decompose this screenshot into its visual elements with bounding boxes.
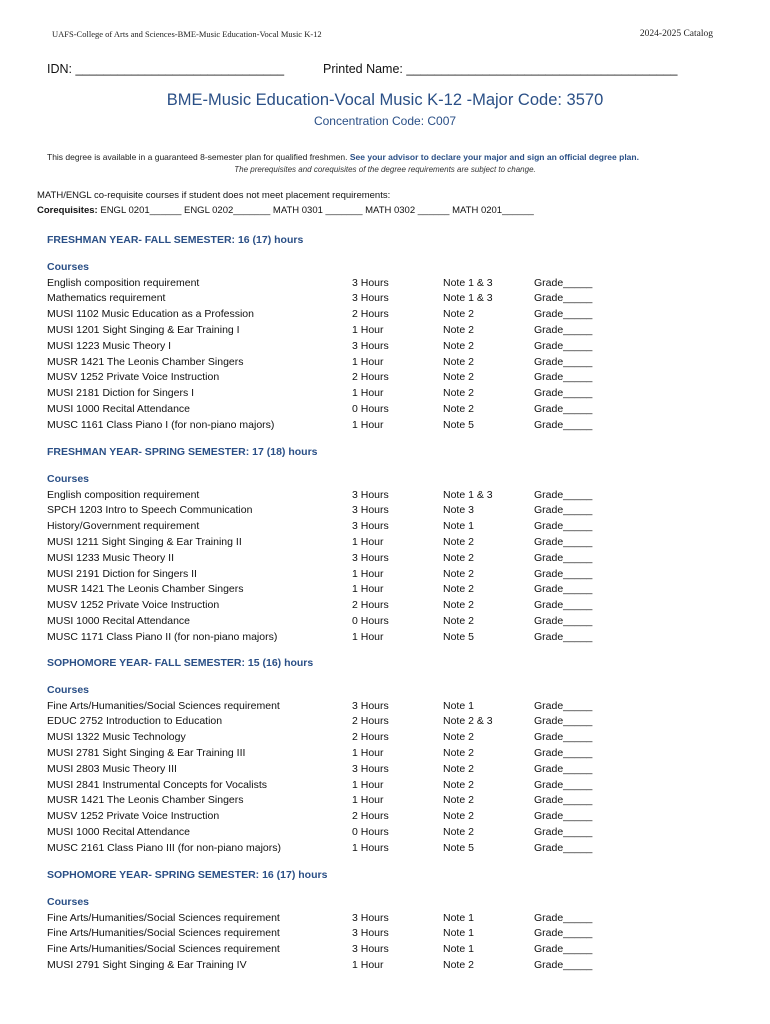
- course-note: Note 2: [443, 339, 474, 352]
- course-note: Note 2: [443, 599, 474, 612]
- course-hours: 1 Hour: [352, 958, 384, 971]
- course-note: Note 2: [443, 371, 474, 384]
- coreq-line: [37, 205, 534, 216]
- course-name: Fine Arts/Humanities/Social Sciences requirement: [47, 927, 280, 940]
- course-hours: 2 Hours: [352, 308, 389, 321]
- course-row: [0, 715, 770, 731]
- courses-heading: Courses: [47, 896, 90, 908]
- course-name: MUSI 1000 Recital Attendance: [47, 614, 191, 627]
- course-name: MUSR 1421 The Leonis Chamber Singers: [47, 355, 244, 368]
- course-name: History/Government requirement: [47, 520, 200, 533]
- course-name: MUSI 1102 Music Education as a Profession: [47, 308, 254, 321]
- course-hours: 2 Hours: [352, 810, 389, 823]
- course-name: MUSI 1223 Music Theory I: [47, 339, 172, 352]
- grade-field[interactable]: Grade_____: [534, 504, 593, 517]
- grade-field[interactable]: Grade_____: [534, 276, 593, 289]
- course-row: [0, 731, 770, 747]
- course-note: Note 5: [443, 841, 474, 854]
- course-hours: 1 Hour: [352, 323, 384, 336]
- semester-title: SOPHOMORE YEAR- FALL SEMESTER: 15 (16) hours: [47, 657, 314, 669]
- course-row: [0, 504, 770, 520]
- grade-field[interactable]: Grade_____: [534, 551, 593, 564]
- courses-heading: Courses: [47, 473, 90, 485]
- course-note: Note 2: [443, 731, 474, 744]
- course-name: MUSR 1421 The Leonis Chamber Singers: [47, 794, 244, 807]
- grade-field[interactable]: Grade_____: [534, 794, 593, 807]
- course-row: [0, 489, 770, 505]
- grade-field[interactable]: Grade_____: [534, 614, 593, 627]
- course-name: MUSI 2791 Sight Singing & Ear Training IV: [47, 958, 247, 971]
- course-row: [0, 419, 770, 435]
- grade-field[interactable]: Grade_____: [534, 567, 593, 580]
- course-name: English composition requirement: [47, 276, 200, 289]
- course-name: EDUC 2752 Introduction to Education: [47, 715, 223, 728]
- course-note: Note 2: [443, 746, 474, 759]
- grade-field[interactable]: Grade_____: [534, 583, 593, 596]
- grade-field[interactable]: Grade_____: [534, 355, 593, 368]
- grade-field[interactable]: Grade_____: [534, 927, 593, 940]
- course-note: Note 1: [443, 520, 474, 533]
- courses-heading: Courses: [47, 684, 90, 696]
- grade-field[interactable]: Grade_____: [534, 402, 593, 415]
- course-note: Note 2: [443, 402, 474, 415]
- header-left-text: UAFS-College of Arts and Sciences-BME-Music Education-Vocal Music K-12: [52, 29, 322, 39]
- semester-title: FRESHMAN YEAR- FALL SEMESTER: 16 (17) hours: [47, 234, 304, 246]
- course-hours: 1 Hour: [352, 746, 384, 759]
- concentration-code: Concentration Code: C007: [313, 114, 457, 128]
- grade-field[interactable]: Grade_____: [534, 387, 593, 400]
- course-note: Note 2: [443, 535, 474, 548]
- grade-field[interactable]: Grade_____: [534, 911, 593, 924]
- course-note: Note 5: [443, 630, 474, 643]
- grade-field[interactable]: Grade_____: [534, 323, 593, 336]
- course-name: MUSR 1421 The Leonis Chamber Singers: [47, 583, 244, 596]
- course-name: MUSI 1211 Sight Singing & Ear Training II: [47, 535, 242, 548]
- grade-field[interactable]: Grade_____: [534, 841, 593, 854]
- course-row: [0, 700, 770, 716]
- course-name: MUSI 1322 Music Technology: [47, 731, 186, 744]
- course-hours: 1 Hour: [352, 794, 384, 807]
- course-row: [0, 810, 770, 826]
- course-hours: 1 Hours: [352, 841, 389, 854]
- grade-field[interactable]: Grade_____: [534, 308, 593, 321]
- advisor-note: See your advisor to declare your major and sign an official degree plan.: [349, 152, 639, 162]
- catalog-year: 2024-2025 Catalog: [639, 29, 713, 39]
- course-name: MUSI 1000 Recital Attendance: [47, 402, 191, 415]
- grade-field[interactable]: Grade_____: [534, 731, 593, 744]
- course-row: [0, 292, 770, 308]
- course-name: MUSI 2841 Instrumental Concepts for Vocalists: [47, 778, 268, 791]
- course-row: [0, 842, 770, 858]
- course-row: [0, 912, 770, 928]
- course-hours: 1 Hour: [352, 387, 384, 400]
- idn-field[interactable]: IDN: ______________________________: [47, 62, 285, 76]
- course-hours: 3 Hours: [352, 943, 389, 956]
- course-row: [0, 826, 770, 842]
- course-row: [0, 324, 770, 340]
- course-note: Note 5: [443, 418, 474, 431]
- grade-field[interactable]: Grade_____: [534, 418, 593, 431]
- course-name: Mathematics requirement: [47, 292, 166, 305]
- course-note: Note 1: [443, 943, 474, 956]
- course-hours: 3 Hours: [352, 276, 389, 289]
- course-hours: 2 Hours: [352, 599, 389, 612]
- course-note: Note 2: [443, 778, 474, 791]
- course-note: Note 2: [443, 323, 474, 336]
- course-row: [0, 615, 770, 631]
- course-note: Note 2: [443, 794, 474, 807]
- course-row: [0, 794, 770, 810]
- intro-body: This degree is available in a guaranteed 8-semester plan for qualified freshmen.: [47, 152, 350, 162]
- course-hours: 3 Hours: [352, 520, 389, 533]
- course-hours: 1 Hour: [352, 567, 384, 580]
- coreq-label: Corequisites:: [37, 205, 98, 216]
- course-hours: 2 Hours: [352, 371, 389, 384]
- coreq-intro: MATH/ENGL co-requisite courses if student does not meet placement requirements:: [37, 190, 391, 201]
- course-name: MUSI 1233 Music Theory II: [47, 551, 175, 564]
- course-hours: 1 Hour: [352, 583, 384, 596]
- course-row: [0, 631, 770, 647]
- course-note: Note 1: [443, 699, 474, 712]
- course-note: Note 2: [443, 567, 474, 580]
- course-row: [0, 943, 770, 959]
- course-hours: 1 Hour: [352, 778, 384, 791]
- course-note: Note 2 & 3: [443, 715, 493, 728]
- grade-field[interactable]: Grade_____: [534, 746, 593, 759]
- course-row: [0, 763, 770, 779]
- grade-field[interactable]: Grade_____: [534, 762, 593, 775]
- semester-title: SOPHOMORE YEAR- SPRING SEMESTER: 16 (17) hours: [47, 869, 328, 881]
- grade-field[interactable]: Grade_____: [534, 715, 593, 728]
- course-name: MUSC 2161 Class Piano III (for non-piano majors): [47, 841, 282, 854]
- grade-field[interactable]: Grade_____: [534, 488, 593, 501]
- course-note: Note 1: [443, 927, 474, 940]
- course-note: Note 3: [443, 504, 474, 517]
- course-hours: 3 Hours: [352, 762, 389, 775]
- course-row: [0, 340, 770, 356]
- semester-title: FRESHMAN YEAR- SPRING SEMESTER: 17 (18) hours: [47, 446, 318, 458]
- course-name: MUSC 1171 Class Piano II (for non-piano majors): [47, 630, 278, 643]
- course-note: Note 2: [443, 810, 474, 823]
- course-hours: 3 Hours: [352, 551, 389, 564]
- course-name: MUSV 1252 Private Voice Instruction: [47, 599, 220, 612]
- course-row: [0, 356, 770, 372]
- course-note: Note 1 & 3: [443, 276, 493, 289]
- course-note: Note 2: [443, 583, 474, 596]
- course-hours: 3 Hours: [352, 292, 389, 305]
- course-row: [0, 747, 770, 763]
- grade-field[interactable]: Grade_____: [534, 699, 593, 712]
- course-row: [0, 536, 770, 552]
- prereq-note: The prerequisites and corequisites of the degree requirements are subject to change.: [234, 165, 536, 174]
- grade-field[interactable]: Grade_____: [534, 825, 593, 838]
- course-hours: 0 Hours: [352, 402, 389, 415]
- course-hours: 0 Hours: [352, 614, 389, 627]
- course-name: MUSI 1000 Recital Attendance: [47, 825, 191, 838]
- course-name: Fine Arts/Humanities/Social Sciences requirement: [47, 911, 280, 924]
- course-name: English composition requirement: [47, 488, 200, 501]
- printed-name-field[interactable]: Printed Name: _______________________________________: [323, 62, 678, 76]
- course-row: [0, 583, 770, 599]
- grade-field[interactable]: Grade_____: [534, 520, 593, 533]
- course-row: [0, 959, 770, 975]
- grade-field[interactable]: Grade_____: [534, 778, 593, 791]
- course-note: Note 2: [443, 355, 474, 368]
- course-name: MUSI 2181 Diction for Singers I: [47, 387, 195, 400]
- course-row: [0, 599, 770, 615]
- course-name: MUSV 1252 Private Voice Instruction: [47, 810, 220, 823]
- course-hours: 3 Hours: [352, 927, 389, 940]
- course-row: [0, 927, 770, 943]
- course-name: MUSC 1161 Class Piano I (for non-piano majors): [47, 418, 275, 431]
- grade-field[interactable]: Grade_____: [534, 371, 593, 384]
- course-note: Note 2: [443, 614, 474, 627]
- course-hours: 2 Hours: [352, 731, 389, 744]
- course-name: MUSI 2781 Sight Singing & Ear Training III: [47, 746, 246, 759]
- course-row: [0, 308, 770, 324]
- course-row: [0, 277, 770, 293]
- course-note: Note 1 & 3: [443, 292, 493, 305]
- course-note: Note 2: [443, 762, 474, 775]
- course-name: Fine Arts/Humanities/Social Sciences requirement: [47, 699, 280, 712]
- course-hours: 2 Hours: [352, 715, 389, 728]
- course-note: Note 2: [443, 551, 474, 564]
- course-row: [0, 520, 770, 536]
- course-name: MUSI 1201 Sight Singing & Ear Training I: [47, 323, 240, 336]
- course-hours: 1 Hour: [352, 418, 384, 431]
- course-row: [0, 779, 770, 795]
- course-row: [0, 371, 770, 387]
- course-note: Note 2: [443, 387, 474, 400]
- course-name: MUSV 1252 Private Voice Instruction: [47, 371, 220, 384]
- course-name: MUSI 2191 Diction for Singers II: [47, 567, 197, 580]
- course-row: [0, 552, 770, 568]
- course-row: [0, 403, 770, 419]
- grade-field[interactable]: Grade_____: [534, 535, 593, 548]
- page-title: BME-Music Education-Vocal Music K-12 -Major Code: 3570: [166, 91, 604, 109]
- course-note: Note 2: [443, 958, 474, 971]
- course-hours: 3 Hours: [352, 488, 389, 501]
- course-hours: 1 Hour: [352, 355, 384, 368]
- grade-field[interactable]: Grade_____: [534, 958, 593, 971]
- grade-field[interactable]: Grade_____: [534, 630, 593, 643]
- course-hours: 3 Hours: [352, 699, 389, 712]
- intro-text: [47, 152, 639, 162]
- course-row: [0, 387, 770, 403]
- grade-field[interactable]: Grade_____: [534, 292, 593, 305]
- course-hours: 1 Hour: [352, 535, 384, 548]
- coreq-courses: ENGL 0201______ ENGL 0202_______ MATH 0301 _______ MATH 0302 ______ MATH 0201______: [97, 205, 534, 216]
- grade-field[interactable]: Grade_____: [534, 599, 593, 612]
- course-hours: 3 Hours: [352, 504, 389, 517]
- grade-field[interactable]: Grade_____: [534, 339, 593, 352]
- course-hours: 0 Hours: [352, 825, 389, 838]
- courses-heading: Courses: [47, 261, 90, 273]
- grade-field[interactable]: Grade_____: [534, 943, 593, 956]
- course-note: Note 2: [443, 825, 474, 838]
- grade-field[interactable]: Grade_____: [534, 810, 593, 823]
- course-note: Note 1: [443, 911, 474, 924]
- course-hours: 1 Hour: [352, 630, 384, 643]
- course-name: Fine Arts/Humanities/Social Sciences requirement: [47, 943, 280, 956]
- course-row: [0, 568, 770, 584]
- course-name: SPCH 1203 Intro to Speech Communication: [47, 504, 253, 517]
- course-note: Note 1 & 3: [443, 488, 493, 501]
- course-note: Note 2: [443, 308, 474, 321]
- course-hours: 3 Hours: [352, 339, 389, 352]
- course-name: MUSI 2803 Music Theory III: [47, 762, 177, 775]
- course-hours: 3 Hours: [352, 911, 389, 924]
